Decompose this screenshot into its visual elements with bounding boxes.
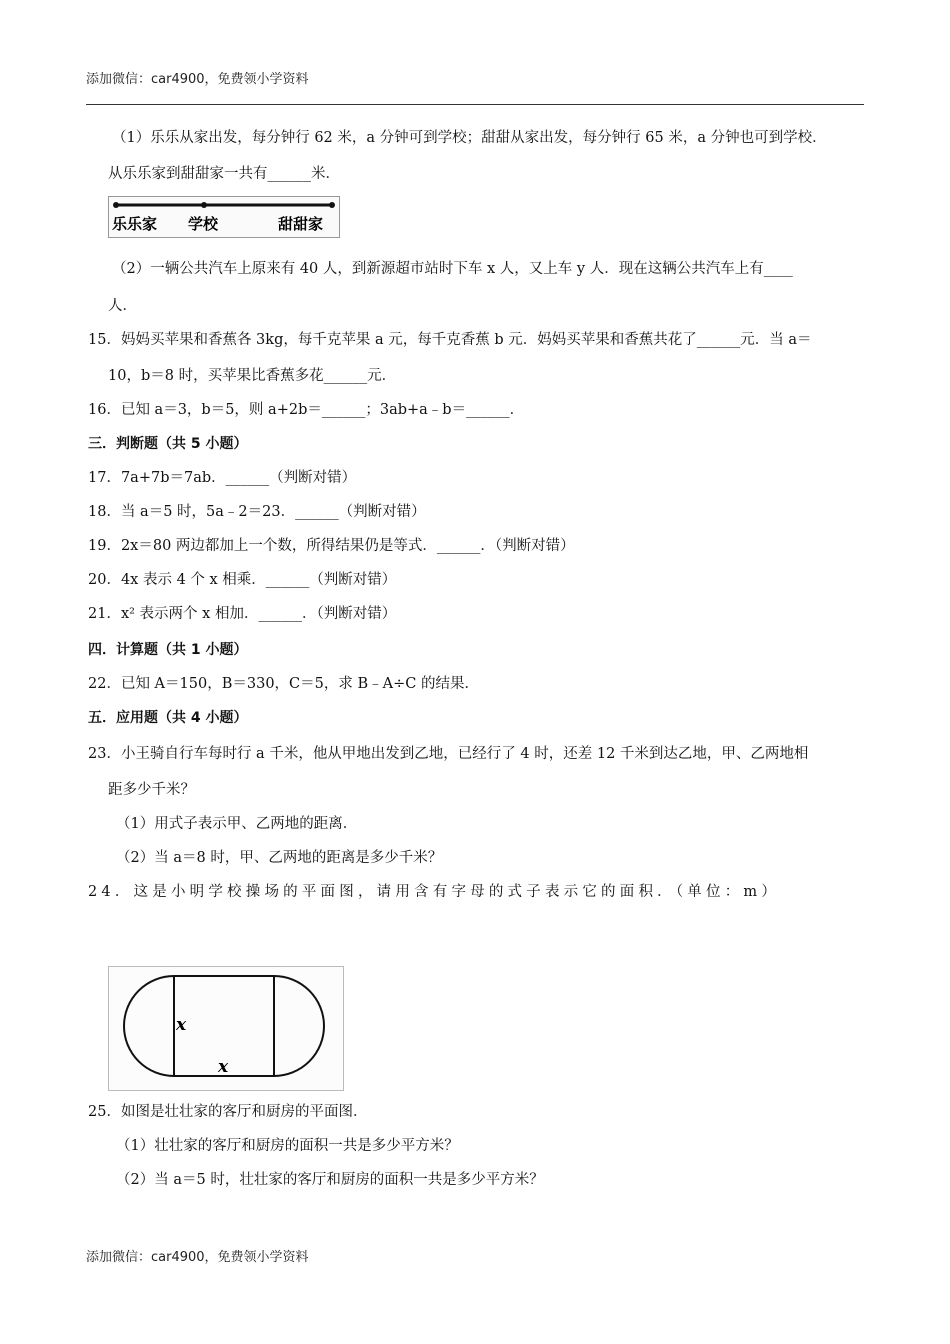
q15-line1: 15．妈妈买苹果和香蕉各 3kg，每千克苹果 a 元，每千克香蕉 b 元．妈妈买苹果和香蕉共花了______元．当 a＝ <box>88 332 812 348</box>
q17: 17．7a+7b＝7ab．______（判断对错） <box>88 470 357 486</box>
q14-part2-line1: （2）一辆公共汽车上原来有 40 人，到新源超市站时下车 x 人，又上车 y 人．现在这辆公共汽车上有____ <box>112 261 793 277</box>
page-footer: 添加微信：car4900，免费领小学资料 <box>86 1250 309 1265</box>
section-3-heading: 三．判断题（共 5 小题） <box>88 436 248 452</box>
q18: 18．当 a＝5 时，5a﹣2＝23．______（判断对错） <box>88 504 426 520</box>
q25-part1: （1）壮壮家的客厅和厨房的面积一共是多少平方米？ <box>116 1138 459 1154</box>
q14-part1-line1: （1）乐乐从家出发，每分钟行 62 米，a 分钟可到学校；甜甜从家出发，每分钟行 65 米，a 分钟也可到学校． <box>112 130 827 146</box>
q16: 16．已知 a＝3，b＝5，则 a+2b＝______；3ab+a﹣b＝______． <box>88 402 525 418</box>
page-header: 添加微信：car4900，免费领小学资料 <box>86 72 309 87</box>
q19: 19．2x＝80 两边都加上一个数，所得结果仍是等式．______．（判断对错） <box>88 538 575 554</box>
q23-part1: （1）用式子表示甲、乙两地的距离． <box>116 816 358 832</box>
q20: 20．4x 表示 4 个 x 相乘．______（判断对错） <box>88 572 397 588</box>
section-4-heading: 四．计算题（共 1 小题） <box>88 642 248 658</box>
q23-line2: 距多少千米？ <box>108 782 195 798</box>
q25: 25．如图是壮壮家的客厅和厨房的平面图． <box>88 1104 368 1120</box>
playground-side-label: x <box>176 1015 187 1035</box>
route-figure <box>108 196 340 238</box>
route-label-lele-home: 乐乐家 <box>112 215 158 233</box>
section-5-heading: 五．应用题（共 4 小题） <box>88 710 248 726</box>
q14-part2-line2: 人． <box>108 298 137 314</box>
q23-line1: 23．小王骑自行车每时行 a 千米，他从甲地出发到乙地，已经行了 4 时，还差 12 千米到达乙地，甲、乙两地相 <box>88 746 809 762</box>
q22: 22．已知 A＝150，B＝330，C＝5，求 B﹣A÷C 的结果． <box>88 676 479 692</box>
route-label-tiantian-home: 甜甜家 <box>278 215 324 233</box>
playground-figure <box>108 966 344 1092</box>
q25-part2: （2）当 a＝5 时，壮壮家的客厅和厨房的面积一共是多少平方米？ <box>116 1172 544 1188</box>
playground-bottom-label: x <box>218 1057 229 1077</box>
q21: 21．x² 表示两个 x 相加．______．（判断对错） <box>88 606 397 622</box>
q14-part1-line2: 从乐乐家到甜甜家一共有______米． <box>108 166 340 182</box>
header-divider <box>86 104 864 105</box>
q24: 24．这是小明学校操场的平面图，请用含有字母的式子表示它的面积．（单位：m） <box>88 884 781 900</box>
route-label-school: 学校 <box>188 215 219 233</box>
q15-line2: 10，b＝8 时，买苹果比香蕉多花______元． <box>108 368 397 384</box>
q23-part2: （2）当 a＝8 时，甲、乙两地的距离是多少千米？ <box>116 850 443 866</box>
